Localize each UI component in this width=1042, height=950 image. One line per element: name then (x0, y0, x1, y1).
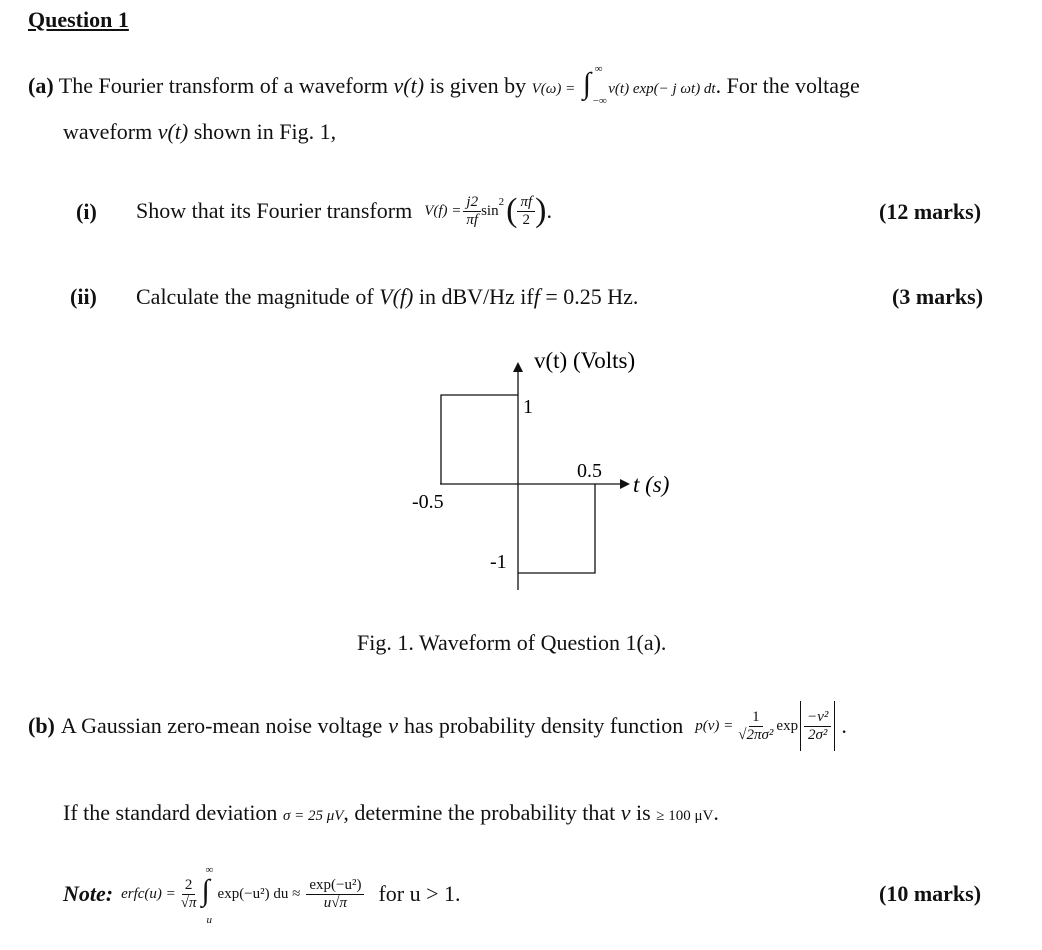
part-a-line1 (28, 62, 860, 107)
line2-vt: v(t) (157, 119, 189, 144)
sub-ii-label: (ii) (70, 284, 97, 309)
exp-bracket (800, 701, 835, 751)
note-int-upper: ∞ (205, 864, 214, 876)
sub-ii-pre: Calculate the magnitude of (136, 284, 374, 309)
ft-lhs: V(ω) = (531, 81, 576, 97)
frac2-den: 2 (522, 211, 531, 228)
exp-frac (804, 709, 831, 743)
note-frac (178, 877, 200, 911)
part-b-v: v (388, 713, 398, 738)
sub-ii-marks: (3 marks) (892, 284, 984, 309)
exp-text: exp (776, 717, 799, 734)
part-a-label: (a) (28, 73, 54, 98)
note-line (63, 860, 461, 928)
tick-pos-half: 0.5 (577, 460, 602, 482)
pdf-dot: . (841, 713, 847, 738)
pdf-lhs: p(v) = (695, 717, 734, 734)
y-axis-arrow (513, 362, 523, 372)
erfc-lhs: erfc(u) = (121, 885, 176, 902)
part-b-label: (b) (28, 713, 55, 738)
exp-den: 2σ² (808, 726, 828, 743)
waveform-figure (400, 340, 700, 600)
x-axis-arrow (620, 479, 630, 489)
exp-num: −v² (804, 709, 831, 727)
part-a-line2 (63, 119, 336, 145)
threshold: ≥ 100 μV (656, 808, 714, 824)
approx-frac (306, 877, 364, 911)
tick-pos-one: 1 (523, 396, 533, 418)
figure-caption: Fig. 1. Waveform of Question 1(a). (357, 630, 667, 655)
note-integral: ∫ ∞ u (201, 864, 214, 926)
note-label: Note: (63, 881, 114, 906)
paren-left: ( (506, 192, 518, 229)
sub-i-label: (i) (76, 199, 97, 224)
x-axis-label: t (s) (633, 472, 670, 497)
sub-ii-post: = 0.25 Hz. (545, 284, 639, 309)
sub-i-text (136, 188, 552, 234)
part-b-text: A Gaussian zero-mean noise voltage (60, 713, 383, 738)
note-integrand: exp(−u²) du ≈ (217, 885, 301, 902)
line2-waveform: waveform (63, 119, 153, 144)
sin-text: sin (481, 202, 499, 219)
line2-shown: shown in Fig. 1, (193, 119, 337, 144)
question-title: Question 1 (28, 7, 129, 32)
negative-pulse (518, 484, 595, 573)
line2-v: v (620, 800, 631, 825)
pdf-den: √2πσ² (738, 726, 774, 743)
pdf-frac (735, 709, 776, 743)
sin-sup: 2 (498, 196, 505, 208)
paren-right: ) (535, 192, 547, 229)
line2-mid: , determine the probability that (343, 800, 616, 825)
approx-den: u√π (323, 894, 348, 911)
ft-integrand: v(t) exp(− j ωt) dt (608, 81, 716, 97)
sub-ii-f: f (533, 284, 540, 309)
tick-neg-one: -1 (490, 551, 507, 573)
pdf-num: 1 (749, 709, 763, 727)
sub-i-marks: (12 marks) (879, 199, 982, 224)
note-frac-den: √π (180, 894, 197, 911)
frac1-den: πf (466, 211, 479, 228)
note-int-lower: u (206, 914, 213, 926)
part-a-vt: v(t) (393, 73, 425, 98)
line2-end: . (713, 800, 719, 825)
integral-symbol: ∫ ∞ −∞ (582, 62, 607, 107)
tick-neg-half: -0.5 (412, 491, 444, 513)
vf-lhs: V(f) = (424, 202, 462, 219)
line2-pre: If the standard deviation (63, 800, 278, 825)
frac-pif-2 (517, 194, 535, 228)
note-condition: for u > 1. (378, 881, 461, 906)
int-upper: ∞ (594, 62, 603, 75)
frac2-num: πf (517, 194, 535, 212)
positive-pulse (441, 395, 518, 484)
part-b-line1 (28, 699, 847, 753)
y-axis-label: v(t) (Volts) (534, 348, 636, 373)
sub-ii-vf: V(f) (379, 284, 414, 309)
sub-i-dot: . (546, 198, 552, 223)
for-the-voltage: . For the voltage (715, 73, 860, 98)
int-lower: −∞ (592, 94, 607, 107)
frac-j2-pif (463, 194, 481, 228)
part-b-marks: (10 marks) (879, 881, 982, 906)
sub-ii-mid: in dBV/Hz if (418, 284, 534, 309)
part-a-is-given-by: is given by (429, 73, 527, 98)
sigma-value: σ = 25 μV (282, 808, 344, 824)
sub-ii-text (136, 284, 638, 310)
part-b-line2 (63, 800, 719, 826)
sub-i-prompt: Show that its Fourier transform (136, 198, 413, 223)
note-frac-num: 2 (182, 877, 196, 895)
part-a-intro: The Fourier transform of a waveform (58, 73, 389, 98)
part-b-text2: has probability density function (404, 713, 684, 738)
line2-is: is (636, 800, 651, 825)
approx-num: exp(−u²) (306, 877, 364, 895)
frac1-num: j2 (463, 194, 481, 212)
